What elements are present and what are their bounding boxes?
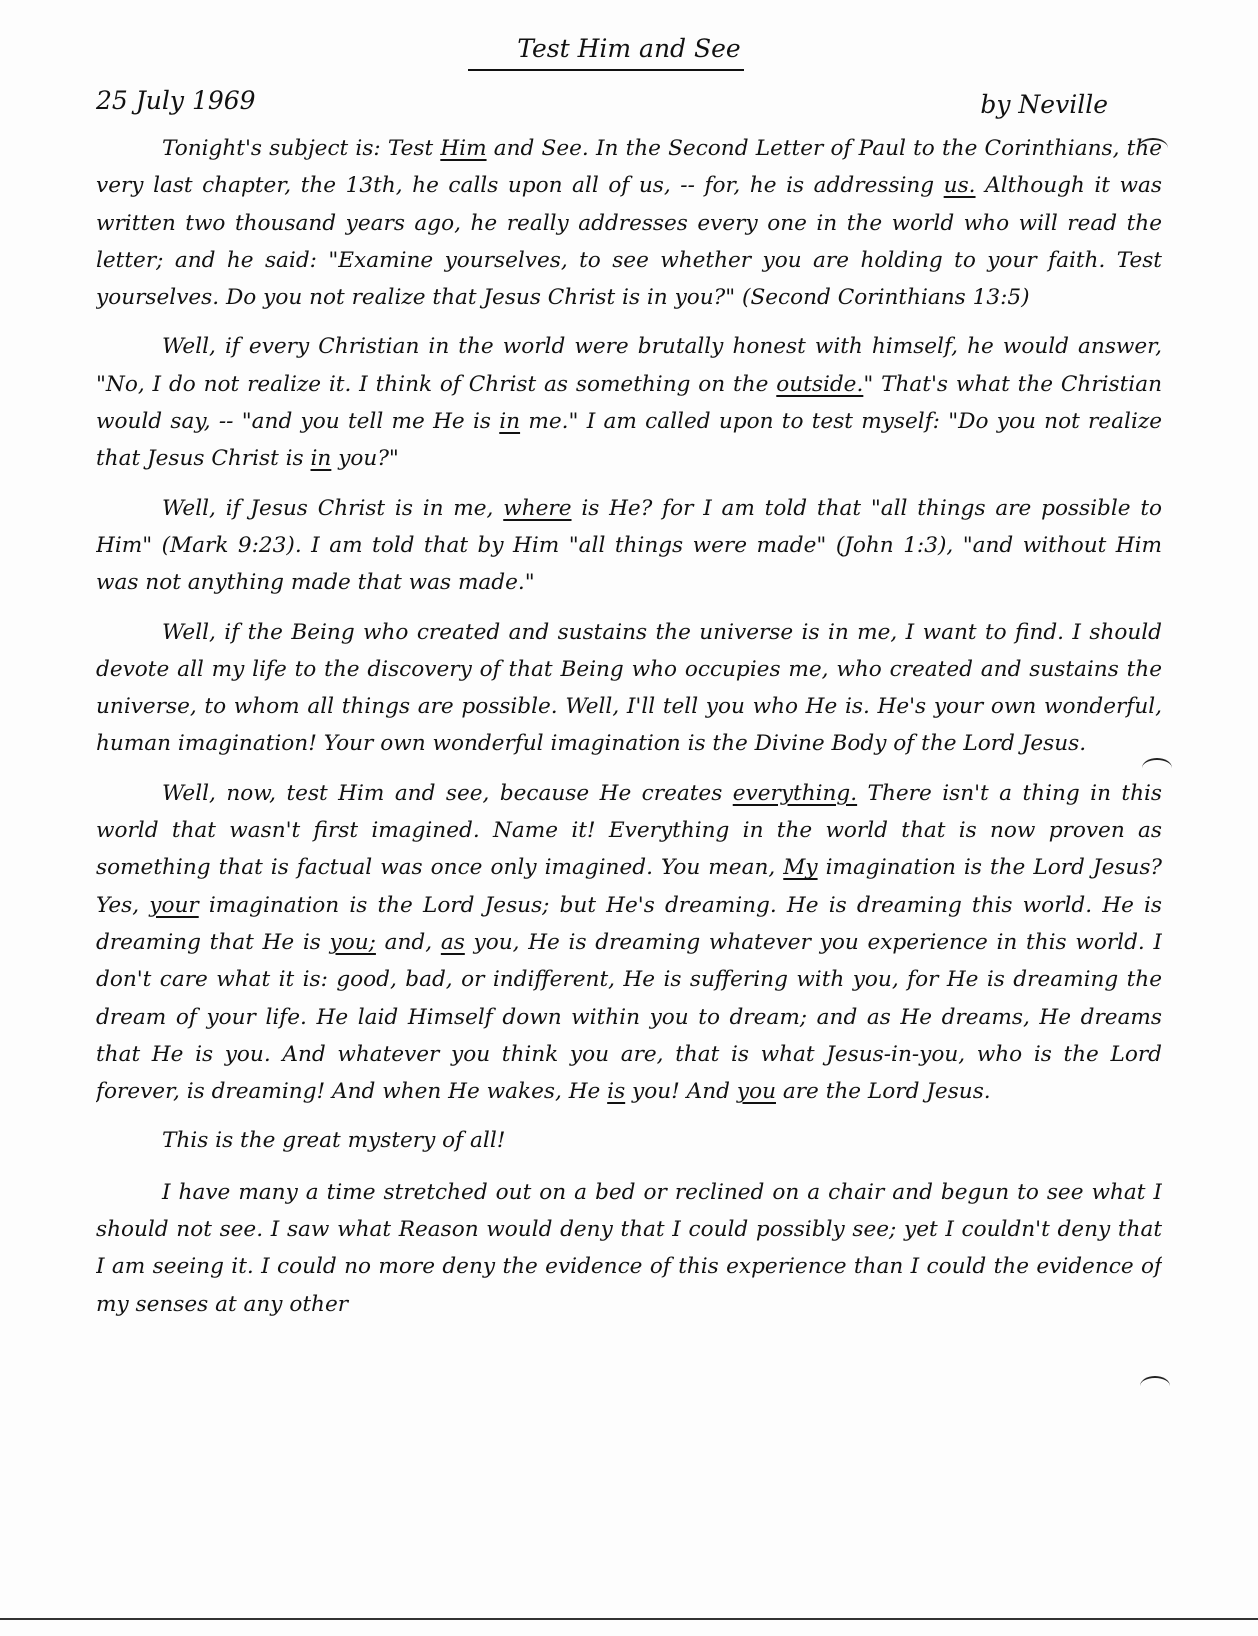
title-underline [468, 69, 744, 71]
underlined-word: as [440, 929, 465, 955]
underlined-word: Him [440, 136, 487, 161]
underlined-word: your [149, 892, 199, 918]
paragraph-7: I have many a time stretched out on a bed or reclined on a chair and begun to see what I should not see. I saw what Reason would deny that I could possibly see; yet I couldn't deny that I am seeing it. I could no more deny the evidence of this experience than I could the evidence of my senses at any other [96, 1179, 1162, 1317]
paragraph-6: This is the great mystery of all! [162, 1128, 506, 1154]
paragraph-2: Well, if every Christian in the world were brutally honest with himself, he would answer, "No, I do not realize it. I think of Christ as something on the outside." That's what the Christian would say, -- "and you tell me He is in me." I am called upon to test myself: "Do you not realize that Jesus Christ is in you?" [96, 334, 1162, 472]
underlined-word: My [783, 855, 818, 881]
underlined-word: is [607, 1079, 626, 1105]
margin-mark [1138, 138, 1168, 158]
underlined-word: outside. [776, 371, 864, 397]
paragraph-4: Well, if the Being who created and sustains the universe is in me, I want to find. I should devote all my life to the discovery of that Being who occupies me, who created and sustains the universe, to whom all things are possible. Well, I'll tell you who He is. He's your own wonderful, human imagination! Your own wonderful imagination is the Divine Body of the Lord Jesus. [96, 619, 1162, 757]
author-byline: by Neville [980, 90, 1108, 119]
margin-mark [1140, 1376, 1170, 1396]
lecture-date: 25 July 1969 [96, 86, 256, 115]
paragraph-5: Well, now, test Him and see, because He creates everything. There isn't a thing in this world that wasn't first imagined. Name it! Everything in the world that is now proven as something that is factual was once only imagined. You mean, My imagination is the Lord Jesus? Yes, your imagination is the Lord Jesus; but He's dreaming. He is dreaming this world. He is dreaming that He is you; and, as you, He is dreaming whatever you experience in this world. I don't care what it is: good, bad, or indifferent, He is suffering with you, for He is dreaming the dream of your life. He laid Himself down within you to dream; and as He dreams, He dreams that He is you. And whatever you think you are, that is what Jesus-in-you, who is the Lord forever, is dreaming! And when He wakes, He is you! And you are the Lord Jesus. [96, 780, 1162, 1105]
underlined-word: in [310, 446, 332, 472]
paragraph-3: Well, if Jesus Christ is in me, where is He? for I am told that "all things are possible to Him" (Mark 9:23). I am told that by Him "all things were made" (John 1:3), "and without Him was not anything made that was made." [96, 495, 1162, 596]
underlined-word: where [503, 495, 572, 521]
underlined-word: in [499, 409, 521, 435]
underlined-word: you; [329, 929, 376, 955]
document-title: Test Him and See [517, 34, 741, 63]
underlined-word: you [736, 1079, 776, 1105]
paragraph-1: Tonight's subject is: Test Him and See. In the Second Letter of Paul to the Corinthians, the very last chapter, the 13th, he calls upon all of us, -- for, he is addressing us. Although it was written two thousand years ago, he really addresses every one in the world who will read the letter; and he said: "Examine yourselves, to see whether you are holding to your faith. Test yourselves. Do you not realize that Jesus Christ is in you?" (Second Corinthians 13:5) [96, 136, 1162, 311]
document-body [96, 130, 1162, 1550]
page-bottom-edge [0, 1618, 1258, 1620]
margin-mark [1142, 758, 1172, 778]
underlined-word: us. [943, 173, 976, 199]
underlined-word: everything. [732, 780, 858, 806]
